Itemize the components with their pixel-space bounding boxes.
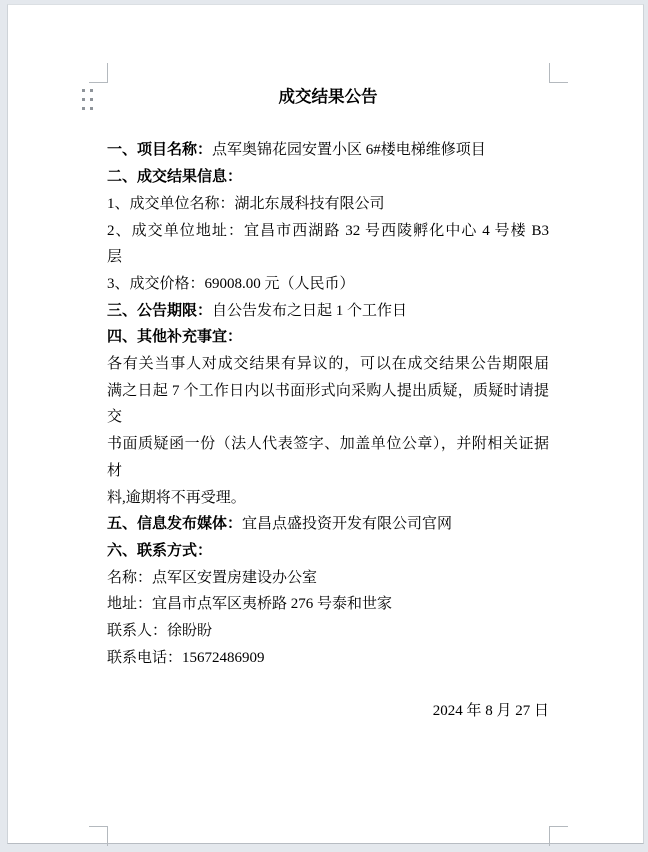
margin-mark-top-left-icon	[89, 63, 108, 83]
blank-line	[107, 671, 549, 698]
contact-person-line: 联系人：徐盼盼	[107, 623, 213, 640]
section-2-label: 二、成交结果信息：	[107, 169, 243, 186]
section-2-heading	[107, 164, 549, 191]
section-4-paragraph-line-3: 书面质疑函一份（法人代表签字、加盖单位公章），并附相关证据材	[107, 436, 549, 479]
section-4-paragraph-line-2: 满之日起 7 个工作日内以书面形式向采购人提出质疑，质疑时请提交	[107, 382, 549, 426]
drag-handle-icon[interactable]	[82, 89, 93, 110]
document-title: 成交结果公告	[278, 87, 378, 106]
section-1-heading	[107, 137, 549, 164]
section-2-item-3: 3、成交价格：69008.00 元（人民币）	[107, 275, 355, 292]
section-6-heading	[107, 538, 549, 565]
section-1-label: 一、项目名称：	[107, 142, 213, 159]
margin-mark-bottom-left-icon	[89, 826, 108, 846]
section-5-text: 宜昌点盛投资开发有限公司官网	[242, 516, 453, 533]
margin-mark-bottom-right-icon	[549, 826, 568, 846]
section-5-label: 五、信息发布媒体：	[107, 516, 243, 533]
section-2-item-2-line-1: 2、成交单位地址：宜昌市西湖路 32 号西陵孵化中心 4 号楼 B3	[107, 222, 549, 239]
date-line: 2024 年 8 月 27 日	[432, 703, 549, 720]
contact-phone-line: 联系电话：15672486909	[107, 649, 265, 666]
section-3-text: 自公告发布之日起 1 个工作日	[212, 302, 408, 319]
contact-address-line: 地址：宜昌市点军区夷桥路 276 号泰和世家	[107, 596, 393, 613]
section-5-heading	[107, 511, 549, 538]
section-6-label: 六、联系方式：	[107, 542, 213, 559]
section-4-paragraph-line-1: 各有关当事人对成交结果有异议的，可以在成交结果公告期限届	[107, 356, 549, 373]
section-4-paragraph-line-4: 料,逾期将不再受理。	[107, 489, 246, 506]
section-1-text: 点军奥锦花园安置小区 6#楼电梯维修项目	[212, 142, 486, 159]
document-content	[107, 84, 549, 725]
section-3-heading	[107, 298, 549, 325]
section-4-label: 四、其他补充事宜：	[107, 329, 243, 346]
blank-line	[107, 111, 549, 138]
margin-mark-top-right-icon	[549, 63, 568, 83]
document-page	[7, 4, 644, 844]
section-2-item-1: 1、成交单位名称：湖北东晟科技有限公司	[107, 195, 385, 212]
section-3-label: 三、公告期限：	[107, 302, 213, 319]
section-4-heading	[107, 324, 549, 351]
contact-name-line: 名称：点军区安置房建设办公室	[107, 569, 318, 586]
section-2-item-2-line-2: 层	[107, 249, 123, 266]
